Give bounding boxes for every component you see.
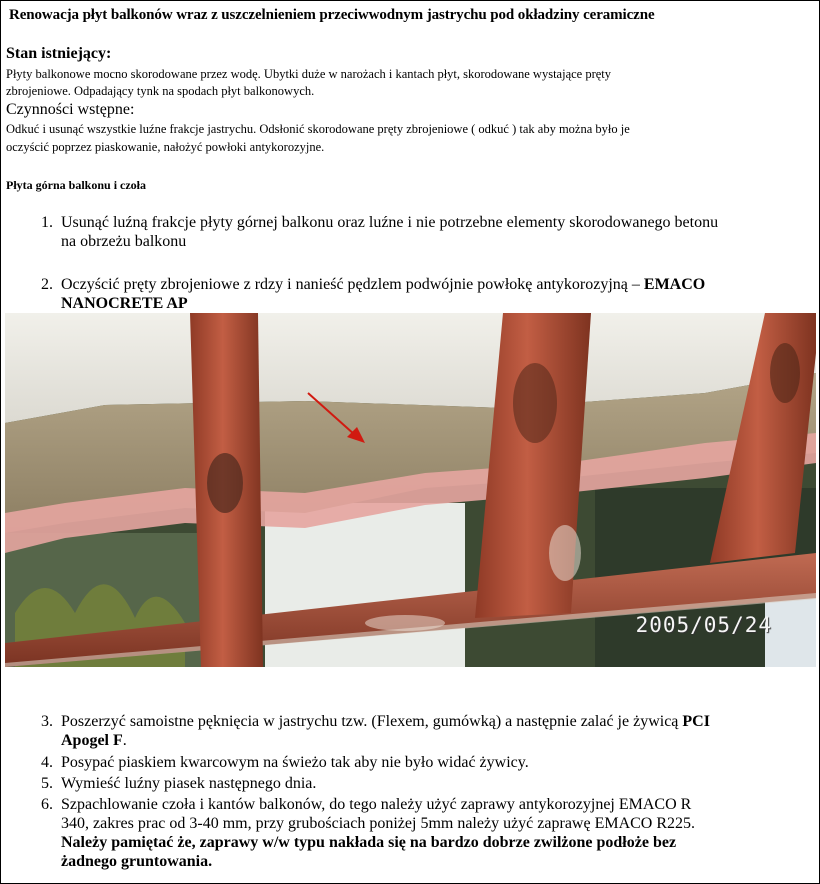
step-number: 1. — [41, 214, 53, 231]
existing-state-heading: Stan istniejący: — [6, 45, 112, 62]
step-text — [61, 795, 816, 871]
preliminary-heading: Czynności wstępne: — [6, 101, 135, 118]
step-3-product-apogel: Apogel F — [61, 732, 123, 749]
section-heading: Płyta górna balkonu i czoła — [6, 178, 147, 192]
step-number: 2. — [41, 276, 53, 293]
step-1-line-1: Usunąć luźną frakcje płyty górnej balkonu oraz luźne i nie potrzebne elementy skorodowanego betonu — [61, 214, 719, 231]
step-2-product-nanocrete: NANOCRETE AP — [61, 295, 188, 312]
step-text: Posypać piaskiem kwarcowym na świeżo tak aby nie było widać żywicy. — [61, 754, 529, 771]
step-2-line-1: Oczyścić pręty zbrojeniowe z rdzy i nanieść pędzlem podwójnie powłokę antykorozyjną – — [61, 276, 644, 293]
step-6-line-1: Szpachlowanie czoła i kantów balkonów, do tego należy użyć zaprawy antykorozyjnej EMACO R — [61, 796, 692, 813]
rust-spot — [207, 453, 243, 513]
paint-flake — [549, 525, 581, 581]
step-3-product-pci: PCI — [682, 713, 710, 730]
preliminary-line-1: Odkuć i usunąć wszystkie luźne frakcje jastrychu. Odsłonić skorodowane pręty zbrojeniowe ( odkuć ) tak aby można było je — [6, 122, 630, 136]
balcony-photo — [5, 313, 816, 667]
step-1-line-2: na obrzeżu balkonu — [61, 233, 187, 250]
step-number: 4. — [41, 754, 53, 771]
step-number: 3. — [41, 713, 53, 730]
document-title: Renowacja płyt balkonów wraz z uszczelnieniem przeciwwodnym jastrychu pod okładziny ceramiczne — [9, 7, 655, 23]
step-text: Wymieść luźny piasek następnego dnia. — [61, 775, 317, 792]
rust-spot — [770, 343, 800, 403]
rust-spot — [513, 363, 557, 443]
existing-state-line-1: Płyty balkonowe mocno skorodowane przez wodę. Ubytki duże w narożach i kantach płyt, skorodowane wystające pręty — [6, 67, 612, 81]
step-6-note-line-2: żadnego gruntowania. — [61, 853, 213, 870]
step-6-note-line-1: Należy pamiętać że, zaprawy w/w typu nakłada się na bardzo dobrze zwilżone podłoże bez — [61, 834, 677, 851]
existing-state-line-2: zbrojeniowe. Odpadający tynk na spodach płyt balkonowych. — [6, 84, 315, 98]
step-text — [61, 275, 816, 313]
step-number: 6. — [41, 796, 53, 813]
step-3-line-1: Poszerzyć samoistne pęknięcia w jastrychu tzw. (Flexem, gumówką) a następnie zalać je żywicą — [61, 713, 683, 730]
paint-flake — [365, 615, 445, 631]
step-3-tail: . — [122, 732, 127, 749]
step-number: 5. — [41, 775, 53, 792]
step-6-line-2: 340, zakres prac od 3-40 mm, przy grubościach poniżej 5mm należy użyć zaprawę EMACO R225. — [61, 815, 696, 832]
step-2-product-emaco: EMACO — [643, 276, 706, 293]
step-text — [61, 213, 816, 251]
step-text — [61, 712, 816, 750]
photo-date-stamp: 2005/05/24 — [635, 613, 772, 637]
preliminary-line-2: oczyścić poprzez piaskowanie, nałożyć powłoki antykorozyjne. — [6, 140, 325, 154]
